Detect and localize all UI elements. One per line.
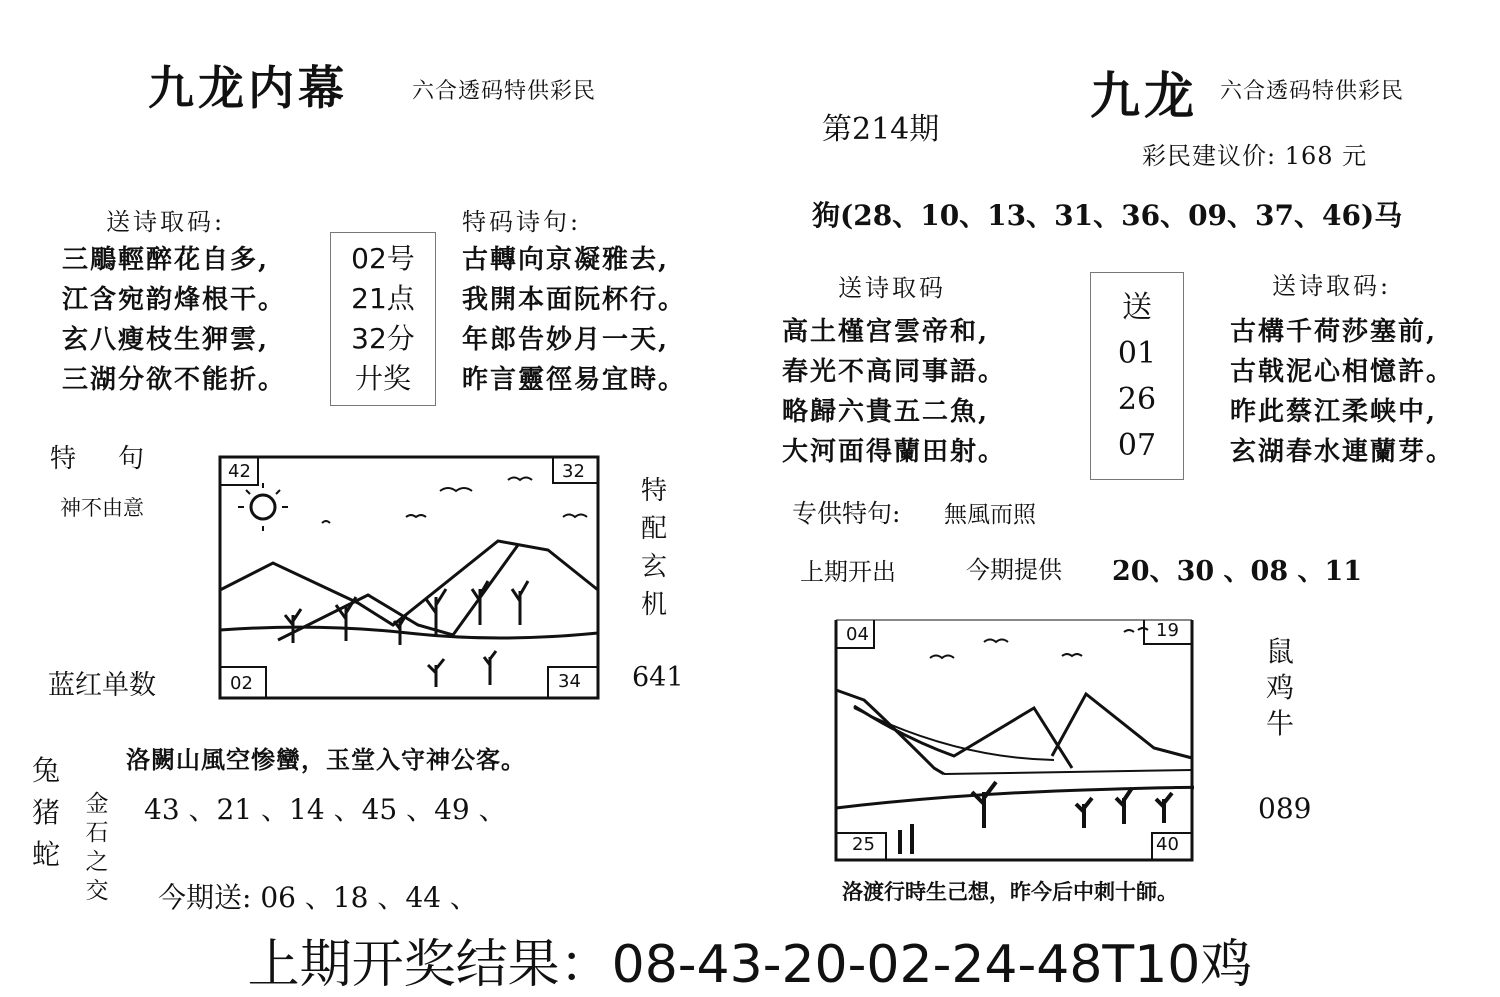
- right-zodiac-vertical: [1262, 634, 1298, 742]
- right-poem-2: [1230, 312, 1454, 472]
- zodiac-char: 蛇: [31, 838, 60, 871]
- left-corner-br: 34: [558, 671, 581, 692]
- vertical-char: 配: [640, 514, 667, 544]
- poem-line: 我開本面阮杯行。: [462, 285, 687, 315]
- right-special-label: 专供特句:: [792, 499, 901, 528]
- provide-numbers: 20、30 、08 、11: [1112, 556, 1363, 587]
- right-corner-br: 40: [1156, 834, 1179, 855]
- right-subtitle: 六合透码特供彩民: [1220, 79, 1405, 104]
- zodiac-char: 兔: [31, 754, 60, 787]
- poem-line: 古構千荷莎塞前,: [1230, 317, 1438, 347]
- poem-line: 玄湖春水連蘭芽。: [1230, 437, 1455, 467]
- send-item: 送: [1122, 290, 1152, 325]
- left-numbers-line: 43 、21 、14 、45 、49 、: [144, 793, 507, 826]
- vertical-char: 玄: [640, 552, 667, 582]
- poem-line: 春光不高同事語。: [782, 357, 1007, 387]
- right-send-box: [1090, 272, 1184, 480]
- send-item: 01: [1117, 336, 1157, 371]
- poem-line: 古戟泥心相憶許。: [1230, 357, 1455, 387]
- left-zodiac-vertical: [28, 750, 64, 876]
- left-poem-header-1: 送诗取码:: [106, 208, 226, 236]
- poem-line: 大河面得蘭田射。: [782, 437, 1007, 467]
- left-send-line: 今期送: 06 、18 、44 、: [158, 881, 478, 914]
- last-draw-result: 上期开奖结果：08-43-20-02-24-48T10鸡: [247, 935, 1253, 995]
- right-price: 彩民建议价: 168 元: [1142, 142, 1368, 170]
- blue-red-label: 蓝红单数: [48, 670, 156, 701]
- provide-label: 今期提供: [966, 556, 1062, 584]
- left-corner-tl: 42: [228, 461, 251, 482]
- left-vertical-side: [636, 472, 672, 624]
- left-scene-drawing: [218, 455, 600, 700]
- poem-line: 三鵰輕醉花自多,: [62, 245, 270, 275]
- left-poem-2: [462, 240, 686, 400]
- issue-number: 第214期: [822, 112, 940, 147]
- right-poem-header-1: 送诗取码: [838, 274, 946, 302]
- gold-stone-vertical: [82, 790, 112, 906]
- right-poem-header-2: 送诗取码:: [1272, 272, 1392, 300]
- last-issue-label: 上期开出: [800, 558, 896, 586]
- left-code-box: [330, 232, 436, 406]
- send-item: 07: [1117, 428, 1157, 463]
- poem-line: 三湖分欲不能折。: [62, 365, 287, 395]
- zodiac-char: 鸡: [1265, 671, 1294, 704]
- right-title: 九龙: [1090, 66, 1198, 125]
- zodiac-char: 鼠: [1265, 635, 1294, 668]
- right-poem-1: [782, 312, 1006, 472]
- poem-line: 年郎告妙月一天,: [462, 325, 670, 355]
- right-special-text: 無風而照: [944, 502, 1036, 528]
- gold-stone-char: 之: [85, 849, 109, 875]
- send-item: 26: [1117, 382, 1157, 417]
- gold-stone-char: 金: [85, 791, 109, 817]
- gold-stone-char: 交: [85, 878, 109, 904]
- vertical-char: 机: [640, 590, 667, 620]
- poem-line: 玄八瘦枝生狎雲,: [62, 325, 270, 355]
- zodiac-char: 牛: [1265, 707, 1294, 740]
- left-special-label: 特 句: [50, 444, 153, 474]
- poem-line: 昨此蔡江柔峡中,: [1230, 397, 1438, 427]
- right-verse-line: 洛渡行時生己想，昨今后中刺十師。: [842, 879, 1178, 904]
- poem-line: 古轉向京凝雅去,: [462, 245, 670, 275]
- dog-horse-line: 狗(28、10、13、31、36、09、37、46)马: [812, 199, 1403, 232]
- left-title: 九龙内幕: [148, 61, 348, 115]
- poem-line: 略歸六貴五二魚,: [782, 397, 990, 427]
- vertical-char: 特: [640, 476, 667, 506]
- left-verse-line: 洛闕山風空惨蠻，玉堂入守神公客。: [126, 745, 526, 774]
- right-side-number: 089: [1258, 792, 1312, 825]
- code-item: 02号: [351, 242, 415, 275]
- right-corner-tr: 19: [1156, 620, 1179, 641]
- left-poem-header-2: 特码诗句:: [462, 208, 582, 236]
- code-item: 廾奖: [354, 362, 411, 395]
- right-scene-drawing: [834, 618, 1194, 862]
- left-corner-bl: 02: [230, 673, 253, 694]
- poem-line: 昨言靈徑易宜時。: [462, 365, 687, 395]
- right-corner-tl: 04: [846, 624, 869, 645]
- left-poem-1: [62, 240, 286, 400]
- left-subtitle: 六合透码特供彩民: [412, 79, 597, 104]
- right-corner-bl: 25: [852, 834, 875, 855]
- poem-line: 江含宛韵烽根干。: [62, 285, 287, 315]
- blue-red-value: 641: [632, 662, 684, 693]
- left-special-text: 神不由意: [60, 496, 144, 520]
- left-corner-tr: 32: [562, 461, 585, 482]
- gold-stone-char: 石: [85, 820, 109, 846]
- poem-line: 高土槿宫雲帝和,: [782, 317, 990, 347]
- code-item: 32分: [351, 322, 415, 355]
- zodiac-char: 猪: [31, 796, 60, 829]
- code-item: 21点: [351, 282, 415, 315]
